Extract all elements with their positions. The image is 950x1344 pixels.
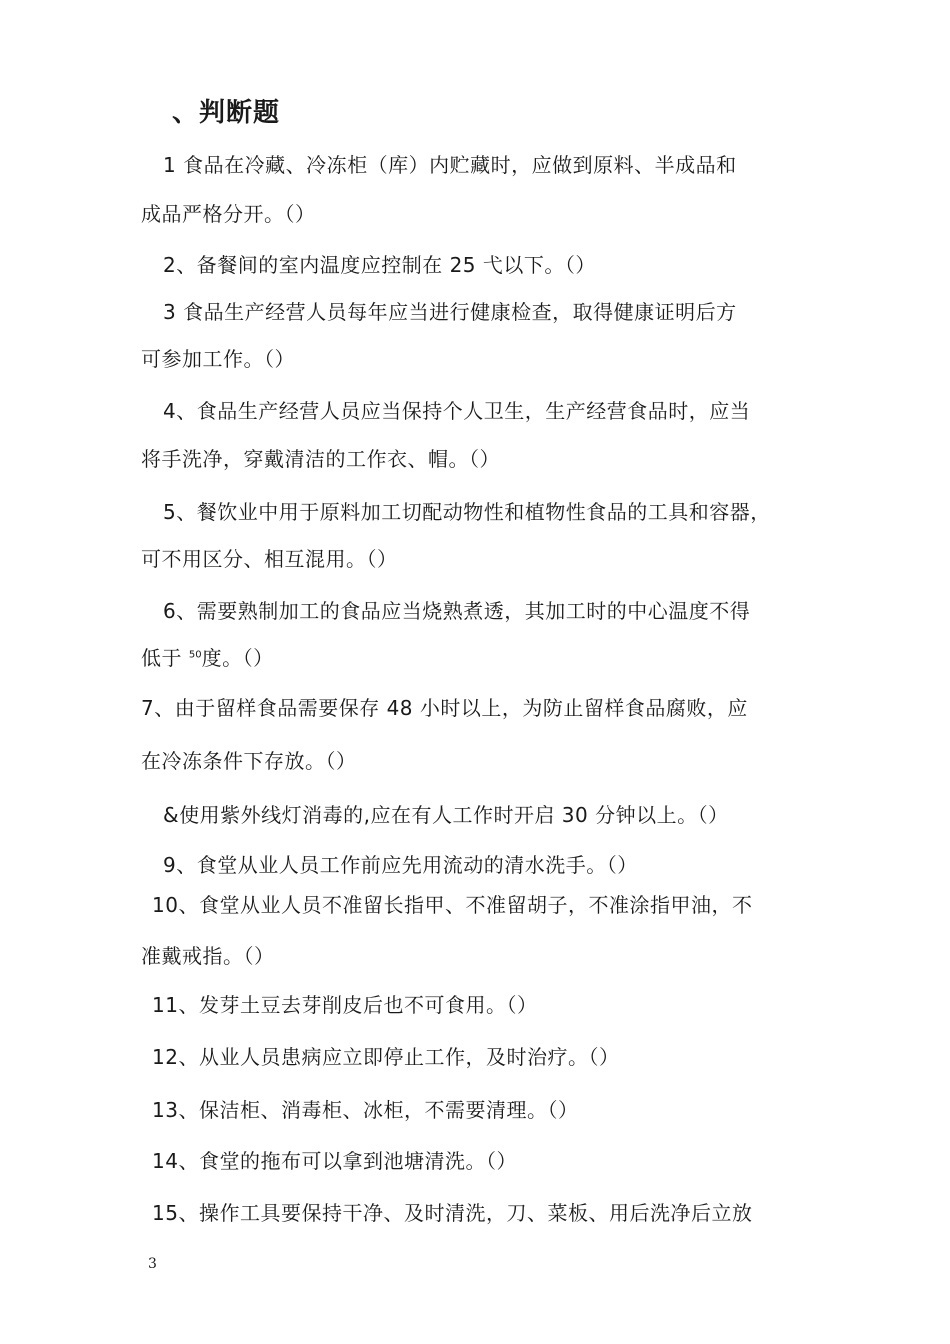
section-heading: 、判断题 (172, 98, 281, 128)
question-14-line-1: 14、食堂的拖布可以拿到池塘清洗。（） (152, 1149, 517, 1173)
question-13-line-1: 13、保洁柜、消毒柜、冰柜，不需要清理。（） (152, 1098, 579, 1122)
question-11-line-1: 11、发芽土豆去芽削皮后也不可食用。（） (152, 993, 538, 1017)
question-2-line-1: 2、备餐间的室内温度应控制在 25 弋以下。（） (163, 253, 596, 277)
question-8-line-1: &使用紫外线灯消毒的,应在有人工作时开启 30 分钟以上。（） (163, 803, 729, 827)
question-4-line-1: 4、食品生产经营人员应当保持个人卫生，生产经营食品时，应当 (163, 399, 751, 423)
question-5-line-1: 5、餐饮业中用于原料加工切配动物性和植物性食品的工具和容器， (163, 500, 771, 524)
question-3-line-2: 可参加工作。（） (141, 347, 295, 371)
question-6-line-1: 6、需要熟制加工的食品应当烧熟煮透，其加工时的中心温度不得 (163, 599, 751, 623)
question-6-line-2-suffix: 度。（） (201, 646, 274, 670)
question-5-line-2: 可不用区分、相互混用。（） (141, 547, 398, 571)
question-15-line-1: 15、操作工具要保持干净、及时清洗，刀、菜板、用后洗净后立放 (152, 1201, 753, 1225)
question-6-line-2-prefix: 低于 (141, 646, 189, 670)
question-12-line-1: 12、从业人员患病应立即停止工作，及时治疗。（） (152, 1045, 620, 1069)
page-number: 3 (148, 1256, 157, 1272)
question-1-line-1: 1 食品在冷藏、冷冻柜（库）内贮藏时，应做到原料、半成品和 (163, 153, 737, 177)
question-7-line-2: 在冷冻条件下存放。（） (141, 749, 357, 773)
question-3-line-1: 3 食品生产经营人员每年应当进行健康检查，取得健康证明后方 (163, 300, 737, 324)
question-10-line-2: 准戴戒指。（） (141, 944, 275, 968)
question-1-line-2: 成品严格分开。（） (141, 202, 316, 226)
question-10-line-1: 10、食堂从业人员不准留长指甲、不准留胡子，不准涂指甲油，不 (152, 893, 753, 917)
question-9-line-1: 9、食堂从业人员工作前应先用流动的清水洗手。（） (163, 853, 638, 877)
question-4-line-2: 将手洗净，穿戴清洁的工作衣、帽。（） (141, 447, 500, 471)
question-7-line-1: 7、由于留样食品需要保存 48 小时以上，为防止留样食品腐败，应 (141, 696, 748, 720)
question-6-temperature-superscript: 50 (188, 649, 202, 661)
question-6-line-2 (141, 642, 274, 671)
